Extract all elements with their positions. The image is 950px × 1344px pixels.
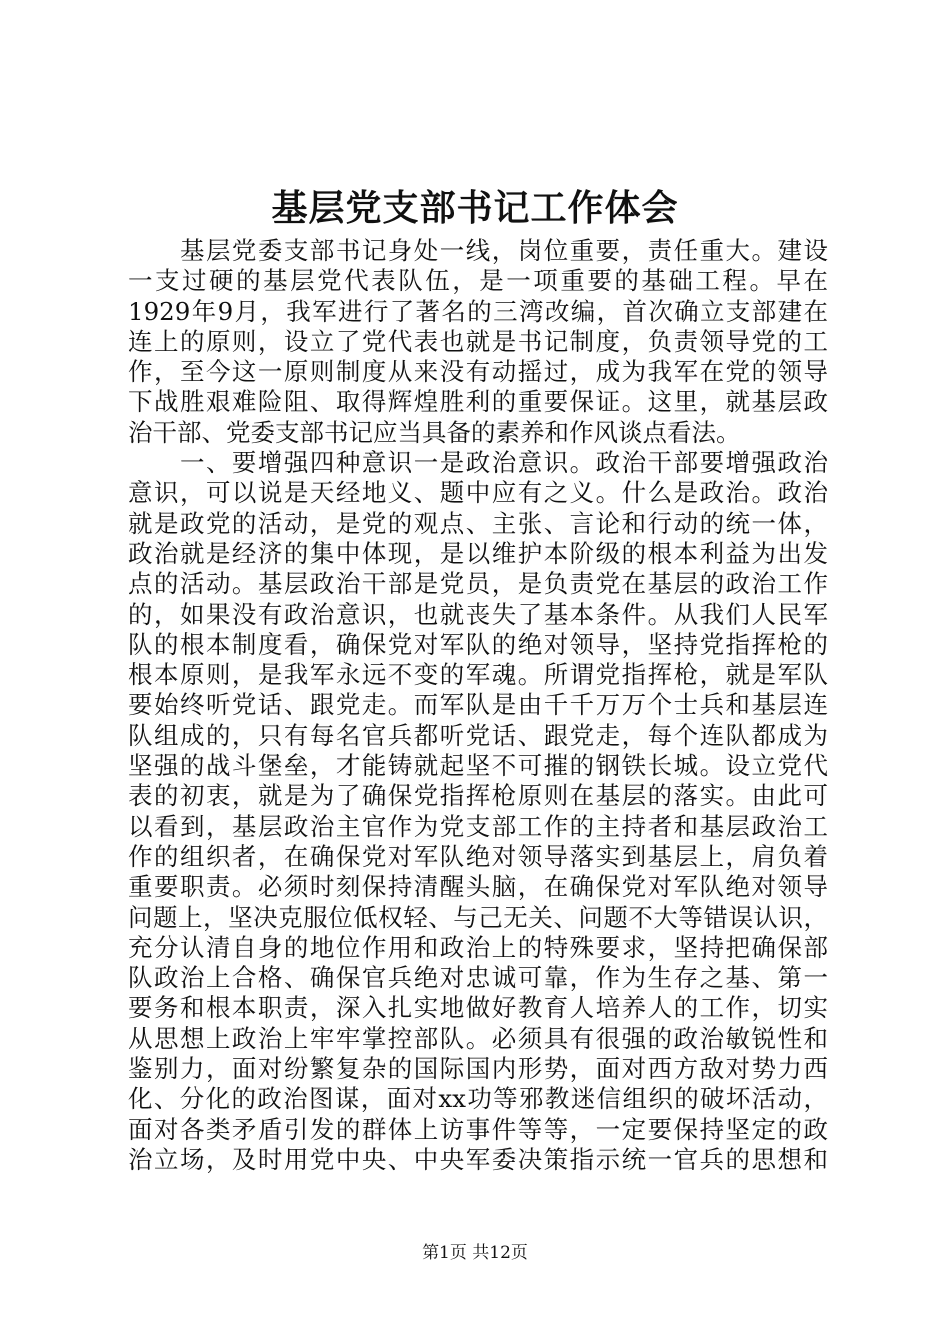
paragraph-line: 化、分化的政治图谋，面对xx功等邪教迷信组织的破坏活动， (128, 1084, 828, 1114)
paragraph-line: 的，如果没有政治意识，也就丧失了基本条件。从我们人民军 (128, 599, 828, 629)
paragraph-line: 治立场，及时用党中央、中央军委决策指示统一官兵的思想和 (128, 1144, 828, 1174)
document-body (128, 236, 828, 1175)
paragraph-line: 作的组织者，在确保党对军队绝对领导落实到基层上，肩负着 (128, 841, 828, 871)
paragraph-line: 意识，可以说是天经地义、题中应有之义。什么是政治。政治 (128, 478, 828, 508)
paragraph-line: 治干部、党委支部书记应当具备的素养和作风谈点看法。 (128, 417, 741, 447)
paragraph-line: 政治就是经济的集中体现，是以维护本阶级的根本利益为出发 (128, 538, 828, 568)
paragraph-line: 队政治上合格、确保官兵绝对忠诚可靠，作为生存之基、第一 (128, 963, 828, 993)
paragraph-line: 基层党委支部书记身处一线，岗位重要，责任重大。建设 (128, 236, 828, 265)
paragraph-line: 一、要增强四种意识一是政治意识。政治干部要增强政治 (128, 448, 828, 478)
paragraph-line: 重要职责。必须时刻保持清醒头脑，在确保党对军队绝对领导 (128, 872, 828, 902)
document-title: 基层党支部书记工作体会 (271, 187, 679, 229)
paragraph-line: 要务和根本职责，深入扎实地做好教育人培养人的工作，切实 (128, 993, 828, 1023)
page-number-footer: 第1页 共12页 (422, 1243, 528, 1263)
paragraph-line: 要始终听党话、跟党走。而军队是由千千万万个士兵和基层连 (128, 690, 828, 720)
paragraph-line: 根本原则，是我军永远不变的军魂。所谓党指挥枪，就是军队 (128, 660, 828, 690)
paragraph-line: 下战胜艰难险阻、取得辉煌胜利的重要保证。这里，就基层政 (128, 387, 828, 417)
paragraph-line: 以看到，基层政治主官作为党支部工作的主持者和基层政治工 (128, 811, 828, 841)
paragraph-line: 面对各类矛盾引发的群体上访事件等等，一定要保持坚定的政 (128, 1114, 828, 1144)
paragraph-line: 连上的原则，设立了党代表也就是书记制度，负责领导党的工 (128, 326, 828, 356)
paragraph-line: 充分认清自身的地位作用和政治上的特殊要求，坚持把确保部 (128, 932, 828, 962)
paragraph-line: 从思想上政治上牢牢掌控部队。必须具有很强的政治敏锐性和 (128, 1023, 828, 1053)
paragraph-line: 就是政党的活动，是党的观点、主张、言论和行动的统一体， (128, 508, 828, 538)
paragraph-line: 鉴别力，面对纷繁复杂的国际国内形势，面对西方敌对势力西 (128, 1054, 828, 1084)
paragraph-line: 队的根本制度看，确保党对军队的绝对领导，坚持党指挥枪的 (128, 629, 828, 659)
paragraph-line: 1929年9月，我军进行了著名的三湾改编，首次确立支部建在 (128, 296, 828, 326)
paragraph-line: 作，至今这一原则制度从来没有动摇过，成为我军在党的领导 (128, 357, 828, 387)
paragraph-line: 问题上，坚决克服位低权轻、与己无关、问题不大等错误认识， (128, 902, 828, 932)
paragraph-line: 一支过硬的基层党代表队伍，是一项重要的基础工程。早在 (128, 266, 828, 296)
paragraph-line: 队组成的，只有每名官兵都听党话、跟党走，每个连队都成为 (128, 720, 828, 750)
paragraph-line: 表的初衷，就是为了确保党指挥枪原则在基层的落实。由此可 (128, 781, 828, 811)
paragraph-line: 点的活动。基层政治干部是党员，是负责党在基层的政治工作 (128, 569, 828, 599)
paragraph-line: 坚强的战斗堡垒，才能铸就起坚不可摧的钢铁长城。设立党代 (128, 751, 828, 781)
